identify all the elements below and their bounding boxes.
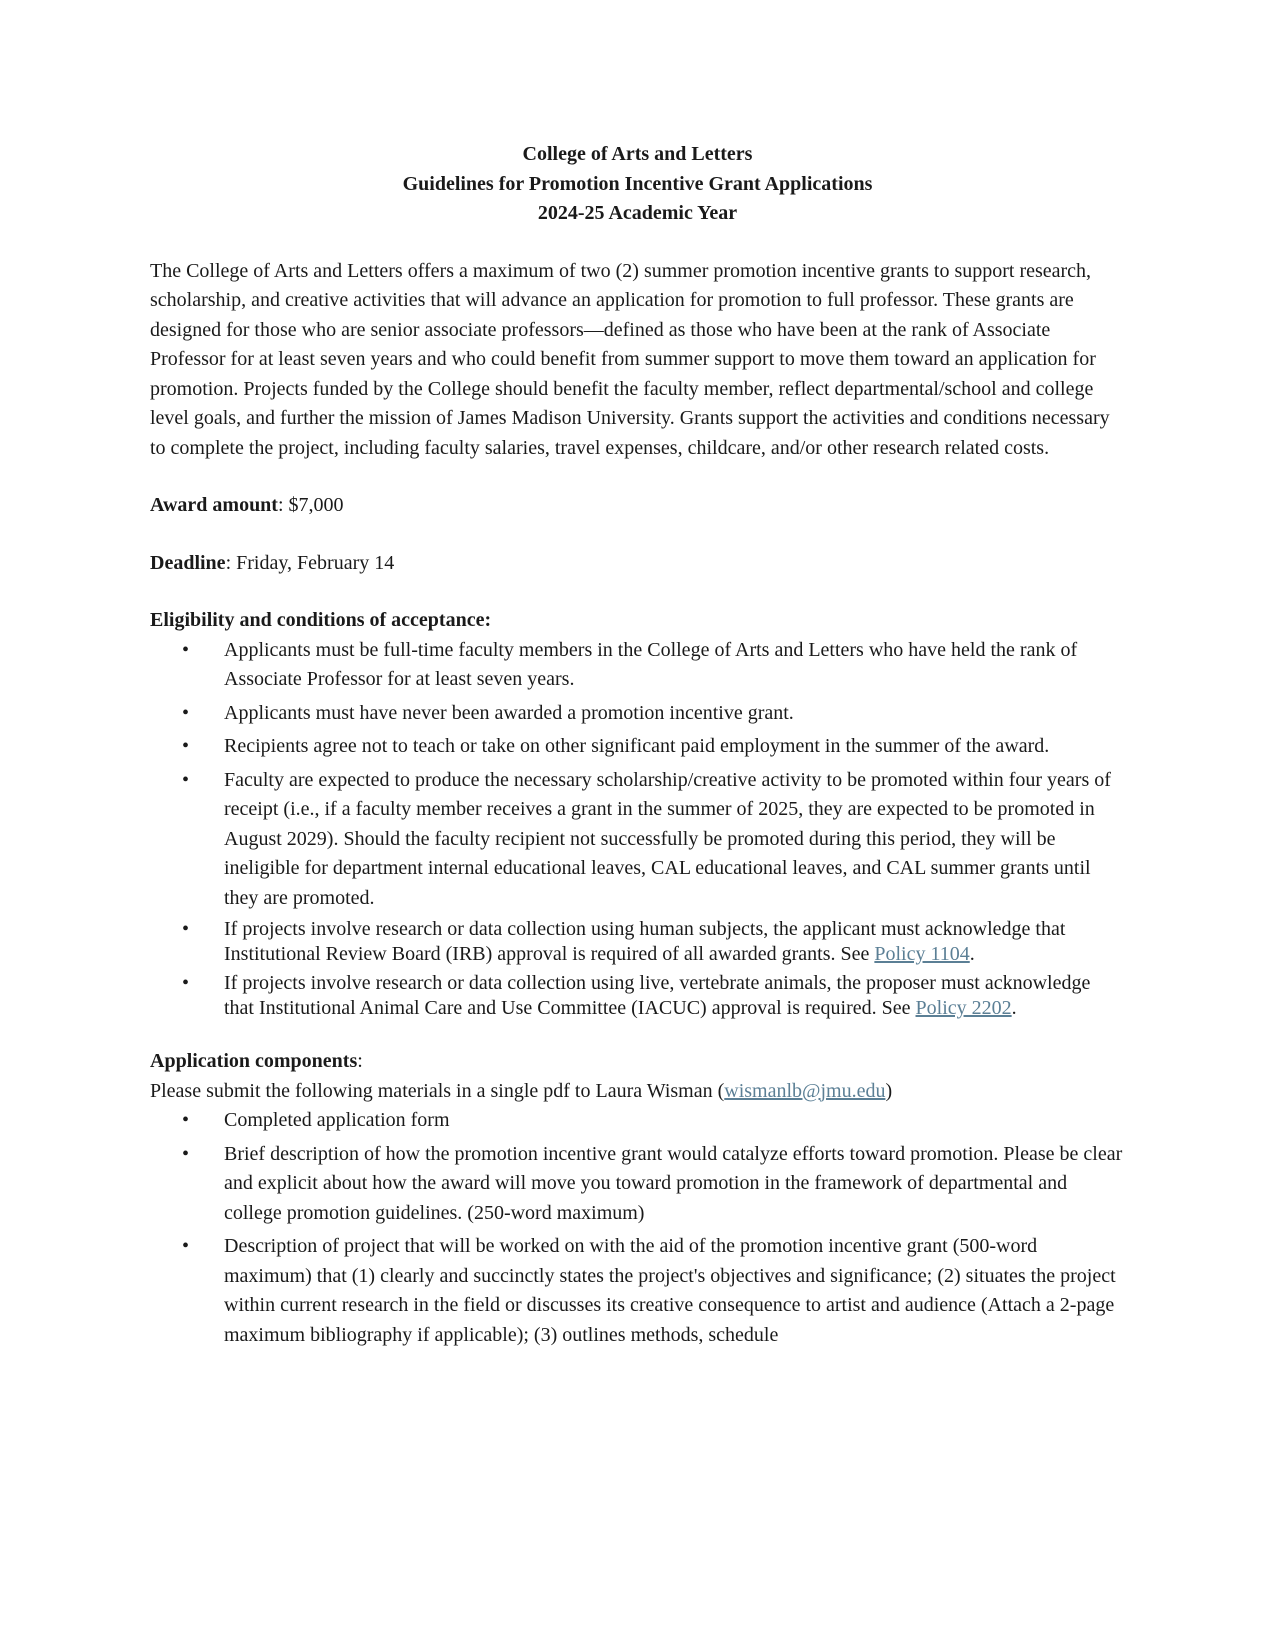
email-link[interactable]: wismanlb@jmu.edu bbox=[724, 1079, 886, 1102]
list-item: • Applicants must have never been awarded a promotion incentive grant. bbox=[150, 699, 1125, 729]
document-header bbox=[150, 140, 1125, 229]
list-item: • Brief description of how the promotion incentive grant would catalyze efforts toward promotion. Please be clear and explicit about how the award will move you toward promotion in the framework of departmental and college promotion guidelines. (250-word maximum) bbox=[150, 1140, 1125, 1229]
deadline bbox=[150, 549, 1125, 579]
policy-1104-link[interactable]: Policy 1104 bbox=[874, 943, 970, 965]
components-list bbox=[150, 1106, 1125, 1350]
list-item: • Description of project that will be worked on with the aid of the promotion incentive grant (500-word maximum) that (1) clearly and succinctly states the project's objectives and significance; (2) situates the project within current research in the field or discusses its creative consequence to artist and audience (Attach a 2-page maximum bibliography if applicable); (3) outlines methods, schedule bbox=[150, 1232, 1125, 1350]
document-page bbox=[150, 140, 1125, 1354]
list-item: • Faculty are expected to produce the necessary scholarship/creative activity to be promoted within four years of receipt (i.e., if a faculty member receives a grant in the summer of 2025, they are expected to be promoted in August 2029). Should the faculty recipient not successfully be promoted during this period, they will be ineligible for department internal educational leaves, CAL educational leaves, and CAL summer grants until they are promoted. bbox=[150, 766, 1125, 914]
award-value: : $7,000 bbox=[277, 494, 344, 516]
list-item: • Applicants must be full-time faculty members in the College of Arts and Letters who have held the rank of Associate Professor for at least seven years. bbox=[150, 636, 1125, 695]
academic-year: 2024-25 Academic Year bbox=[537, 202, 738, 224]
college-name: College of Arts and Letters bbox=[522, 143, 753, 165]
eligibility-heading: Eligibility and conditions of acceptance: bbox=[150, 609, 492, 631]
list-item: • Recipients agree not to teach or take on other significant paid employment in the summer of the award. bbox=[150, 732, 1125, 762]
policy-2202-link[interactable]: Policy 2202 bbox=[915, 997, 1012, 1019]
list-item-irb: • If projects involve research or data collection using human subjects, the applicant must acknowledge that Institutional Review Board (IRB) approval is required of all awarded grants. See Policy 1104. bbox=[150, 917, 1125, 967]
components-heading: Application components: bbox=[150, 1050, 363, 1072]
document-title: Guidelines for Promotion Incentive Grant Applications bbox=[402, 172, 873, 195]
award-label: Award amount bbox=[150, 494, 278, 516]
list-item-iacuc: • If projects involve research or data collection using live, vertebrate animals, the proposer must acknowledge that Institutional Animal Care and Use Committee (IACUC) approval is required. See Policy 2202. bbox=[150, 971, 1125, 1021]
submit-instructions: Please submit the following materials in a single pdf to Laura Wisman (wismanlb@jmu.edu) bbox=[150, 1079, 893, 1102]
intro-paragraph: The College of Arts and Letters offers a maximum of two (2) summer promotion incentive grants to support research, scholarship, and creative activities that will advance an application for promotion to full professor. These grants are designed for those who are senior associate professors—defined as those who have been at the rank of Associate Professor for at least seven years and who could benefit from summer support to move them toward an application for promotion. Projects funded by the College should benefit the faculty member, reflect departmental/school and college level goals, and further the mission of James Madison University. Grants support the activities and conditions necessary to complete the project, including faculty salaries, travel expenses, childcare, and/or other research related costs. bbox=[150, 259, 1110, 459]
list-item: • Completed application form bbox=[150, 1106, 1125, 1136]
eligibility-list bbox=[150, 636, 1125, 1022]
deadline-label: Deadline bbox=[150, 551, 226, 574]
award-amount bbox=[150, 491, 1125, 521]
deadline-value: : Friday, February 14 bbox=[225, 551, 395, 574]
